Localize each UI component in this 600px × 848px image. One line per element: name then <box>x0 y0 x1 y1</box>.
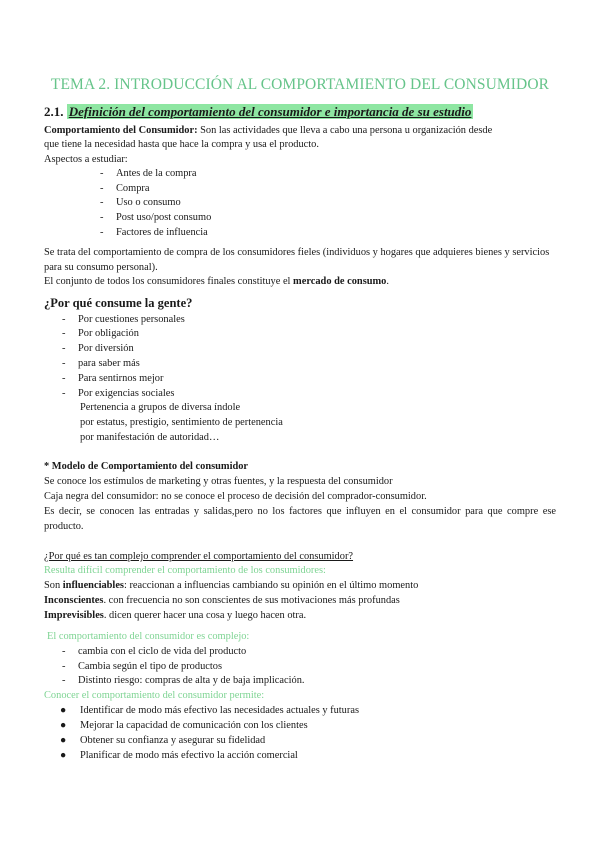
trait-imprevisibles: Imprevisibles. dicen querer hacer una cosa y luego hacen otra. <box>44 610 307 621</box>
model-heading: * Modelo de Comportamiento del consumidor <box>44 461 249 472</box>
complexity-question: ¿Por qué es tan complejo comprender el comportamiento del consumidor? <box>44 551 354 562</box>
why-item: - Por exigencias sociales <box>62 388 175 399</box>
trait-inconscientes: Inconscientes. con frecuencia no son conscientes de sus motivaciones más profundas <box>44 595 400 606</box>
why-item: - Por cuestiones personales <box>62 314 185 325</box>
complexity-green-text: Resulta difícil comprender el comportamiento de los consumidores: <box>44 565 326 576</box>
bullet-dot-icon: ● <box>60 750 67 761</box>
definition-text-1: Son las actividades que lleva a cabo una persona u organización desde <box>197 125 493 136</box>
bullet-dot-icon: ● <box>60 720 67 731</box>
knowing-item: ● Obtener su confianza y asegurar su fidelidad <box>60 735 266 746</box>
knowing-item: ● Planificar de modo más efectivo la acción comercial <box>60 750 298 761</box>
complex-item: - Cambia según el tipo de productos <box>62 661 222 672</box>
knowing-green-heading: Conocer el comportamiento del consumidor permite: <box>44 690 265 701</box>
social-sub-item: por estatus, prestigio, sentimiento de pertenencia <box>80 417 283 428</box>
why-item: - Por obligación <box>62 328 139 339</box>
why-item: - Por diversión <box>62 343 134 354</box>
why-item: - para saber más <box>62 358 140 369</box>
model-line-2: Caja negra del consumidor: no se conoce el proceso de decisión del comprador-consumidor. <box>44 491 427 502</box>
trait-influenciables: Son influenciables: reaccionan a influencias cambiando su opinión en el último momento <box>44 580 419 591</box>
aspect-item: - Uso o consumo <box>100 197 181 208</box>
section-heading <box>44 104 473 120</box>
bullet-dot-icon: ● <box>60 705 67 716</box>
complex-green-heading: El comportamiento del consumidor es complejo: <box>47 631 250 642</box>
definition-line-1 <box>44 123 492 138</box>
why-item: - Para sentirnos mejor <box>62 373 164 384</box>
why-heading: ¿Por qué consume la gente? <box>44 296 193 310</box>
aspect-item: - Post uso/post consumo <box>100 212 212 223</box>
paragraph-market: El conjunto de todos los consumidores finales constituye el mercado de consumo. <box>44 276 389 287</box>
model-line-1: Se conoce los estímulos de marketing y otras fuentes, y la respuesta del consumidor <box>44 476 393 487</box>
definition-term: Comportamiento del Consumidor: <box>44 125 198 136</box>
knowing-item: ● Identificar de modo más efectivo las necesidades actuales y futuras <box>60 705 359 716</box>
market-term: mercado de consumo <box>293 276 387 287</box>
complex-item: - cambia con el ciclo de vida del producto <box>62 646 247 657</box>
model-paragraph: Es decir, se conocen las entradas y salidas,pero no los factores que influyen en el consumidor para que compre ese producto. <box>44 506 556 532</box>
aspect-item: - Compra <box>100 183 150 194</box>
complex-item: - Distinto riesgo: compras de alta y de baja implicación. <box>62 675 305 686</box>
social-sub-item: por manifestación de autoridad… <box>80 432 220 443</box>
paragraph-consumers: Se trata del comportamiento de compra de los consumidores fieles (individuos y hogares que adquieres bienes y servicios para su consumo personal). <box>44 247 550 273</box>
definition-line-2: que tiene la necesidad hasta que hace la compra y usa el producto. <box>44 139 319 150</box>
aspect-item: - Antes de la compra <box>100 168 197 179</box>
social-sub-item: Pertenencia a grupos de diversa índole <box>80 402 241 413</box>
section-number: 2.1. <box>44 104 64 119</box>
bullet-dot-icon: ● <box>60 735 67 746</box>
aspects-label: Aspectos a estudiar: <box>44 154 128 165</box>
aspect-item: - Factores de influencia <box>100 227 208 238</box>
section-title: Definición del comportamiento del consumidor e importancia de su estudio <box>68 104 472 119</box>
knowing-item: ● Mejorar la capacidad de comunicación con los clientes <box>60 720 308 731</box>
page-title: TEMA 2. INTRODUCCIÓN AL COMPORTAMIENTO DEL CONSUMIDOR <box>50 76 550 93</box>
